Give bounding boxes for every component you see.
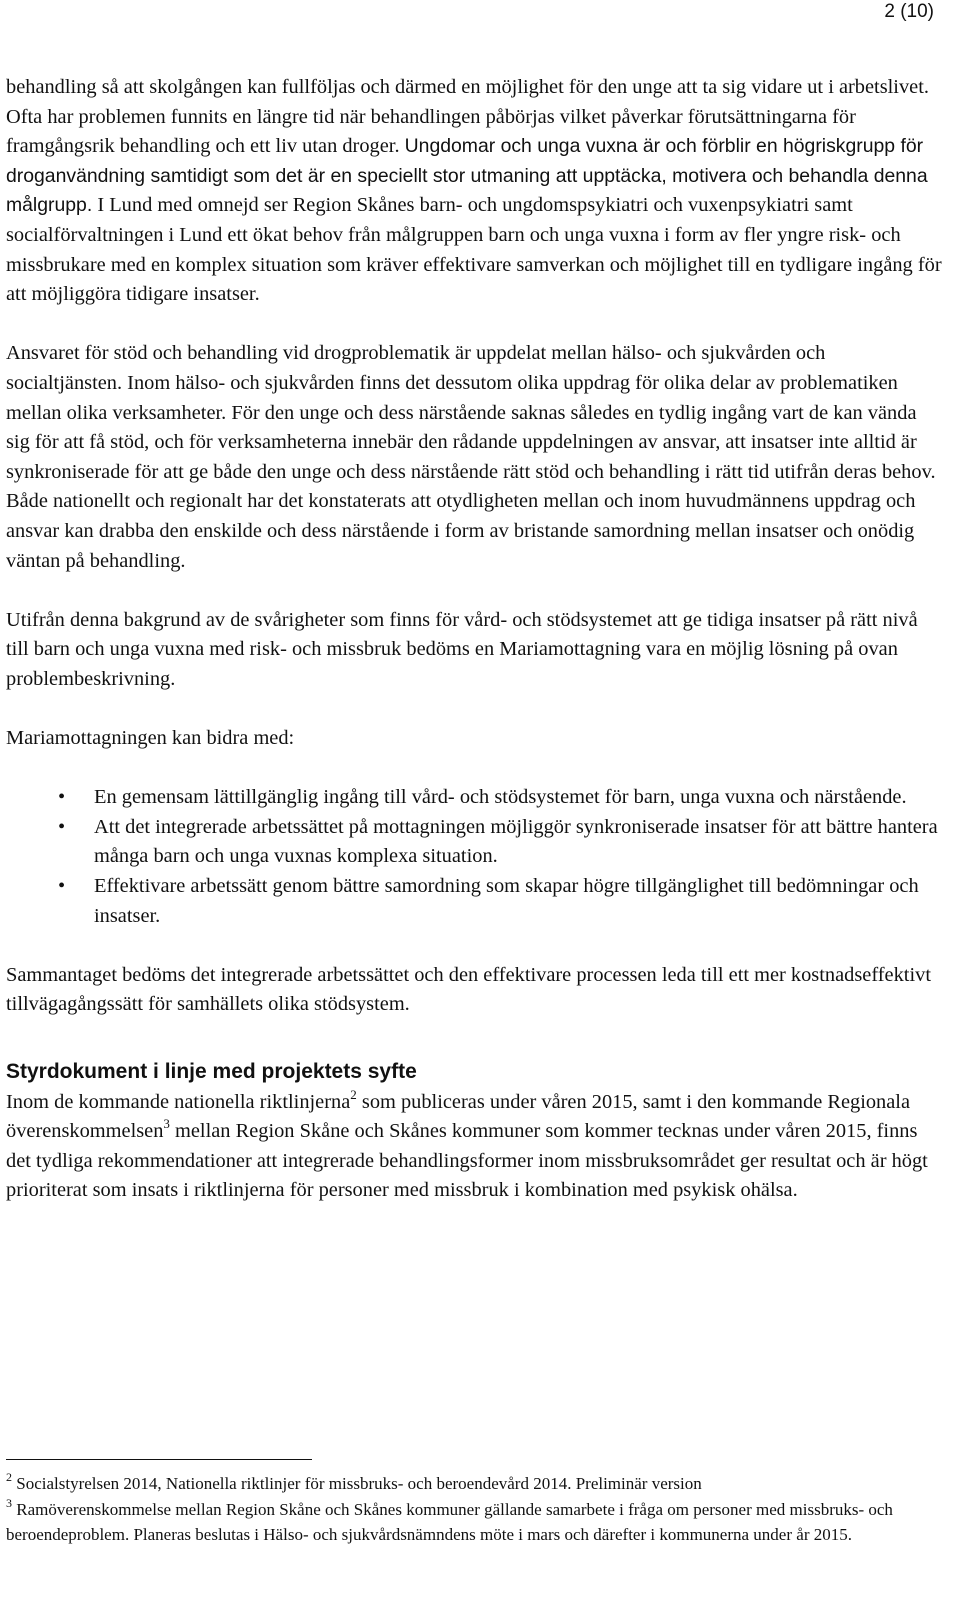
- paragraph-gap: [6, 310, 942, 340]
- footnote-divider: [6, 1459, 312, 1460]
- footnote-text: Socialstyrelsen 2014, Nationella riktlinjer för missbruks- och beroendevård 2014. Preliminär version: [12, 1474, 702, 1493]
- paragraph-gap: [6, 931, 942, 961]
- footnote-text: Ramöverenskommelse mellan Region Skåne och Skånes kommuner gällande samarbete i fråga om personer med missbruks- och beroendeproblem. Planeras beslutas i Hälso- och sjukvårdsnämndens möte i mars och därefter i kommunerna under år 2015.: [6, 1499, 893, 1544]
- paragraph-solution: Utifrån denna bakgrund av de svårigheter som finns för vård- och stödsystemet att ge tidiga insatser på rätt nivå till barn och unga vuxna med risk- och missbruk bedöms en Mariamottagning vara en möjlig lösning på ovan problembeskrivning.: [6, 608, 918, 690]
- paragraph-background-text: behandling så att skolgången kan fullföljas och därmed en möjlighet för den unge att ta sig vidare ut i arbetslivet. Ofta har problemen funnits en längre tid när behandlingen påbörjas vilket påverkar förutsättningarna för framgångsrik behandling och ett liv utan droger.: [6, 76, 929, 158]
- footnote-item: [6, 1471, 946, 1497]
- bullet-icon: •: [58, 786, 66, 809]
- paragraph-responsibility: Ansvaret för stöd och behandling vid drogproblematik är uppdelat mellan hälso- och sjukvården och socialtjänsten. Inom hälso- och sjukvården finns det dessutom olika uppdrag för olika delar av problematiken mellan olika verksamheter. För den unge och dess närstående saknas således en tydlig ingång vart de kan vända sig för att få stöd, och för verksamheterna innebär den rådande uppdelningen av ansvar, att insatser inte alltid är synkroniserade för att ge både den unge och dess närstående rätt stöd och behandling i rätt tid utifrån deras behov. Både nationellt och regionalt har det konstaterats att otydligheten mellan och inom huvudmännens uppdrag och ansvar kan drabba den enskilde och dess närstående i form av bristande samordning mellan insatser och onödig väntan på behandling.: [6, 342, 936, 572]
- list-item: [6, 813, 942, 872]
- list-item-text: Effektivare arbetssätt genom bättre samordning som skapar högre tillgänglighet till bedömningar och insatser.: [94, 875, 919, 927]
- paragraph-guidelines-text-c: mellan Region Skåne och Skånes kommuner som kommer tecknas under våren 2015, finns det tydliga rekommendationer att integrerade behandlingsformer inom missbruksområdet ger resultat och är högt prioriterat som insats i riktlinjerna för personer med missbruk i kombination med psykisk ohälsa.: [6, 1120, 928, 1202]
- footnote-reference-3[interactable]: 3: [163, 1116, 170, 1132]
- paragraph-guidelines: [6, 1088, 942, 1206]
- list-item-text: En gemensam lättillgänglig ingång till vård- och stödsystemet för barn, unga vuxna och närstående.: [94, 786, 907, 809]
- paragraph-background: [6, 73, 942, 310]
- paragraph-gap: [6, 754, 942, 784]
- footnote-number: 3: [6, 1495, 12, 1510]
- footnote-number: 2: [6, 1470, 12, 1485]
- footnote-item: [6, 1497, 946, 1548]
- list-item-text: Att det integrerade arbetssättet på mottagningen möjliggör synkroniserade insatser för att bättre hantera många barn och unga vuxnas komplexa situation.: [94, 815, 938, 868]
- paragraph-summary: Sammantaget bedöms det integrerade arbetssättet och den effektivare processen leda till ett mer kostnadseffektivt tillvägagångssätt för samhällets olika stödsystem.: [6, 963, 931, 1016]
- contributions-list: [6, 783, 942, 931]
- paragraph-contributions-intro: Mariamottagningen kan bidra med:: [6, 727, 295, 750]
- list-item: [6, 872, 942, 931]
- footnote-reference-2[interactable]: 2: [350, 1086, 357, 1102]
- paragraph-risk-group: Ungdomar och unga vuxna är och förblir en högriskgrupp för droganvändning samtidigt som det är en speciellt stor utmaning att upptäcka, motivera och behandla denna målgrupp.: [6, 135, 928, 217]
- page-number: 2 (10): [884, 1, 934, 22]
- bullet-icon: •: [58, 875, 66, 898]
- paragraph-guidelines-text-b: som publiceras under våren 2015, samt i den kommande Regionala överenskommelsen: [6, 1090, 911, 1143]
- bullet-icon: •: [58, 815, 66, 838]
- paragraph-guidelines-text-a: Inom de kommande nationella riktlinjerna: [6, 1090, 351, 1113]
- paragraph-gap: [6, 576, 942, 606]
- paragraph-gap: [6, 1020, 942, 1050]
- paragraph-gap: [6, 694, 942, 724]
- footnotes: [6, 1471, 946, 1548]
- paragraph-lund-need: I Lund med omnejd ser Region Skånes barn- och ungdomspsykiatri och vuxenpsykiatri samt socialförvaltningen i Lund ett ökat behov från målgruppen barn och unga vuxna i form av fler yngre risk- och missbrukare med en komplex situation som kräver effektivare samverkan och möjlighet till en tydligare ingång för att möjliggöra tidigare insatser.: [6, 194, 942, 306]
- document-body: [6, 73, 942, 1206]
- section-heading: Styrdokument i linje med projektets syfte: [6, 1059, 417, 1083]
- list-item: [6, 783, 942, 813]
